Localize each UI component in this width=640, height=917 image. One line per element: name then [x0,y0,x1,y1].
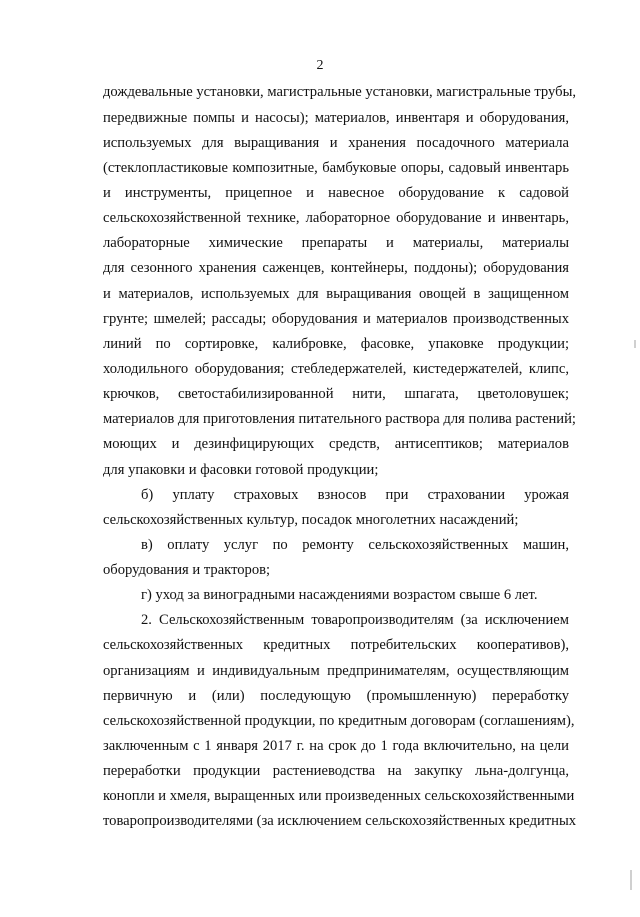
text-line: товаропроизводителями (за исключением сельскохозяйственных кредитных [103,813,577,829]
text-line: используемых для выращивания и хранения посадочного материала [103,135,569,151]
text-line: и материалов, используемых для выращивания овощей в защищенном [103,286,569,302]
text-line: сельскохозяйственных культур, посадок многолетних насаждений; [103,512,519,528]
text-line: в) оплату услуг по ремонту сельскохозяйственных машин, [141,537,569,553]
page-number: 2 [316,58,324,73]
text-line: лабораторные химические препараты и материалы, материалы [103,235,569,251]
text-line: конопли и хмеля, выращенных или произведенных сельскохозяйственными [103,788,575,804]
text-line: холодильного оборудования; стебледержателей, кистедержателей, клипс, [103,361,569,377]
text-line: организациям и индивидуальным предпринимателям, осуществляющим [103,663,569,679]
text-line: оборудования и тракторов; [103,562,271,578]
text-line: (стеклопластиковые композитные, бамбуковые опоры, садовый инвентарь [103,160,569,176]
text-line: б) уплату страховых взносов при страховании урожая [141,487,569,503]
text-line: крючков, светостабилизированной нити, шпагата, цветоловушек; [103,386,569,402]
text-line: для сезонного хранения саженцев, контейнеры, поддоны); оборудования [103,260,569,276]
text-line: сельскохозяйственной технике, лабораторное оборудование и инвентарь, [103,210,569,226]
text-line: г) уход за виноградными насаждениями возрастом свыше 6 лет. [141,587,538,603]
scan-edge-mark [634,340,636,348]
text-line: заключенным с 1 января 2017 г. на срок до 1 года включительно, на цели [103,738,569,754]
text-line: передвижные помпы и насосы); материалов, инвентаря и оборудования, [103,110,569,126]
text-line: 2. Сельскохозяйственным товаропроизводителям (за исключением [141,612,569,628]
text-line: материалов для приготовления питательного раствора для полива растений; [103,411,576,427]
text-line: грунте; шмелей; рассады; оборудования и материалов производственных [103,311,569,327]
text-line: сельскохозяйственных кредитных потребительских кооперативов), [103,637,569,653]
text-line: дождевальные установки, магистральные установки, магистральные трубы, [103,84,577,100]
scan-edge-mark [630,870,632,890]
text-line: для упаковки и фасовки готовой продукции; [103,462,379,478]
text-line: и инструменты, прицепное и навесное оборудование к садовой [103,185,569,201]
text-line: сельскохозяйственной продукции, по кредитным договорам (соглашениям), [103,713,575,729]
text-line: моющих и дезинфицирующих средств, антисептиков; материалов [103,436,569,452]
text-line: первичную и (или) последующую (промышленную) переработку [103,688,569,704]
text-line: переработки продукции растениеводства на закупку льна-долгунца, [103,763,569,779]
text-line: линий по сортировке, калибровке, фасовке, упаковке продукции; [103,336,569,352]
